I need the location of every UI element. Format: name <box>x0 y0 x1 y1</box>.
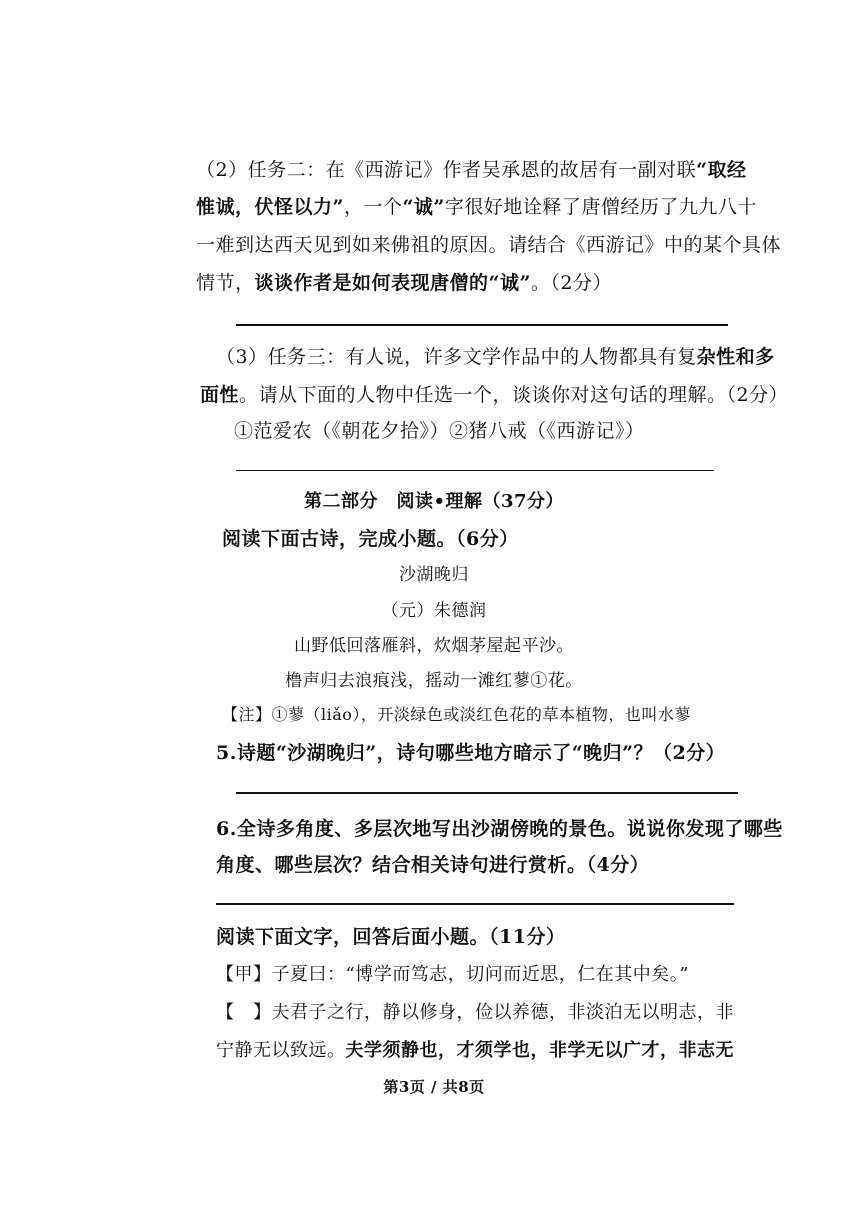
q2-line-1: （2）任务二：在《西游记》作者吴承恩的故居有一副对联“取经 <box>196 159 747 181</box>
text-intro: 阅读下面文字，回答后面小题。（11分） <box>216 926 566 948</box>
poem-intro: 阅读下面古诗，完成小题。（6分） <box>222 528 519 550</box>
q3-line-1: （3）任务三：有人说，许多文学作品中的人物都具有复杂性和多 <box>216 346 775 368</box>
part2-heading: 第二部分 阅读•理解（37分） <box>303 491 565 512</box>
q2-line-4: 情节，谈谈作者是如何表现唐僧的“诚”。（2分） <box>196 272 612 294</box>
poem-line-2: 橹声归去浪痕浅，摇动一滩红蓼①花。 <box>285 671 583 691</box>
question-6-line-2: 角度、哪些层次？结合相关诗句进行赏析。（4分） <box>216 854 650 876</box>
answer-line-q5[interactable] <box>236 792 738 794</box>
answer-line-q3[interactable] <box>236 470 714 471</box>
poem-title: 沙湖晚归 <box>399 565 469 585</box>
q3-line-2: 面性。请从下面的人物中任选一个，谈谈你对这句话的理解。（2分） <box>200 384 789 406</box>
passage-yi-line-1: 【 】夫君子之行，静以修身，俭以养德，非淡泊无以明志，非 <box>216 1002 734 1023</box>
question-5: 5.诗题“沙湖晚归”，诗句哪些地方暗示了“晚归”？（2分） <box>216 742 726 764</box>
question-6-line-1: 6.全诗多角度、多层次地写出沙湖傍晚的景色。说说你发现了哪些 <box>216 818 783 840</box>
poem-author: （元）朱德润 <box>381 601 487 621</box>
poem-note: 【注】①蓼（liǎo），开淡绿色或淡红色花的草本植物，也叫水蓼 <box>222 705 691 724</box>
answer-line-q6[interactable] <box>216 903 734 905</box>
poem-line-1: 山野低回落雁斜，炊烟茅屋起平沙。 <box>294 636 574 656</box>
page-number: 第3页 / 共8页 <box>383 1078 485 1096</box>
passage-jia: 【甲】子夏曰：“博学而笃志，切问而近思，仁在其中矣。” <box>216 964 689 985</box>
q2-line-2: 惟诚，伏怪以力”，一个“诚”字很好地诠释了唐僧经历了九九八十 <box>196 196 757 218</box>
answer-line-q2[interactable] <box>236 324 728 326</box>
q3-line-3: ①范爱农（《朝花夕拾》）②猪八戒（《西游记》） <box>234 420 645 442</box>
q2-line-3: 一难到达西天见到如来佛祖的原因。请结合《西游记》中的某个具体 <box>196 234 782 256</box>
passage-yi-line-2: 宁静无以致远。夫学须静也，才须学也，非学无以广才，非志无 <box>216 1040 734 1061</box>
